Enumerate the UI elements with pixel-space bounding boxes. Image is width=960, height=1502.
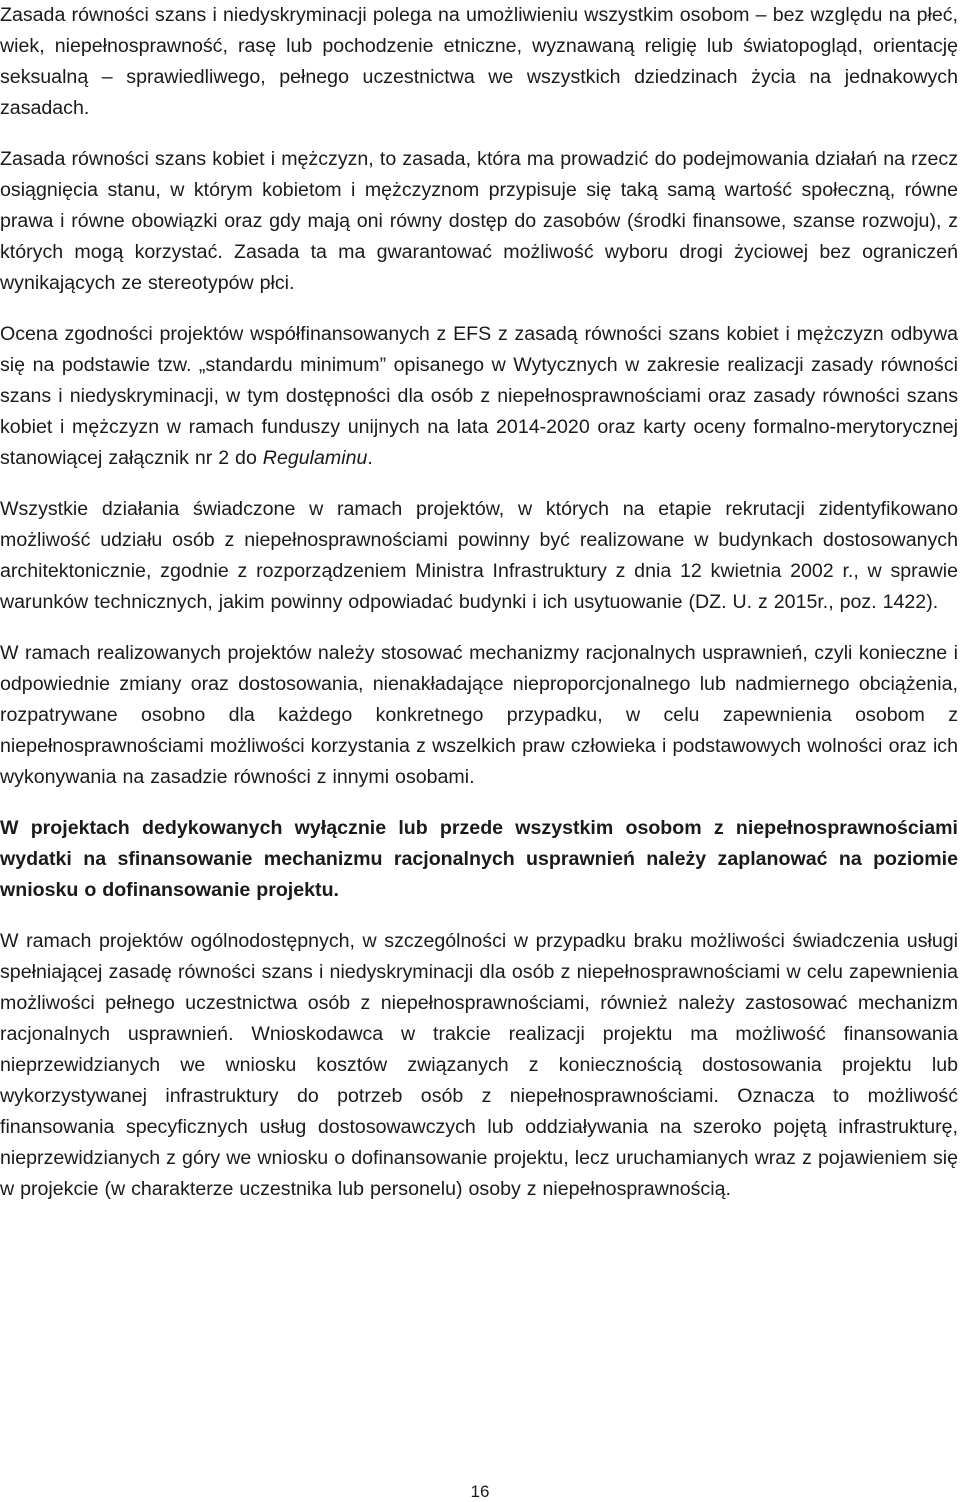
paragraph-efs-assessment-text: Ocena zgodności projektów współfinansowanych z EFS z zasadą równości szans kobiet i mężczyzn odbywa się na podstawie tzw. „standardu minimum” opisanego w Wytycznych w zakresie realizacji zasady równości szans i niedyskryminacji, w tym dostępności dla osób z niepełnosprawnościami oraz zasady równości szans kobiet i mężczyzn w ramach funduszy unijnych na lata 2014-2020 oraz karty oceny formalno-merytorycznej stanowiącej załącznik nr 2 do — [0, 323, 958, 469]
paragraph-open-projects: W ramach projektów ogólnodostępnych, w szczególności w przypadku braku możliwości świadczenia usługi spełniającej zasadę równości szans i niedyskryminacji dla osób z niepełnosprawnościami w celu zapewnienia możliwości pełnego uczestnictwa osób z niepełnosprawnościami, również należy zastosować mechanizm racjonalnych usprawnień. Wnioskodawca w trakcie realizacji projektu ma możliwość finansowania nieprzewidzianych we wniosku kosztów związanych z koniecznością dostosowania projektu lub wykorzystywanej infrastruktury do potrzeb osób z niepełnosprawnościami. Oznacza to możliwość finansowania specyficznych usług dostosowawczych lub oddziaływania na szeroko pojętą infrastrukturę, nieprzewidzianych z góry we wniosku o dofinansowanie projektu, lecz uruchamianych wraz z pojawieniem się w projekcie (w charakterze uczestnika lub personelu) osoby z niepełnosprawnością. — [0, 930, 958, 1200]
paragraph-gender-equality-principle: Zasada równości szans kobiet i mężczyzn, to zasada, która ma prowadzić do podejmowania działań na rzecz osiągnięcia stanu, w którym kobietom i mężczyznom przypisuje się taką samą wartość społeczną, równe prawa i równe obowiązki oraz gdy mają oni równy dostęp do zasobów (środki finansowe, szanse rozwoju), z których mogą korzystać. Zasada ta ma gwarantować możliwość wyboru drogi życiowej bez ograniczeń wynikających ze stereotypów płci. — [0, 148, 958, 294]
paragraph-efs-assessment-end: . — [367, 447, 373, 469]
paragraph-accessible-buildings: Wszystkie działania świadczone w ramach projektów, w których na etapie rekrutacji zidentyfikowano możliwość udziału osób z niepełnosprawnościami powinny być realizowane w budynkach dostosowanych architektonicznie, zgodnie z rozporządzeniem Ministra Infrastruktury z dnia 12 kwietnia 2002 r., w sprawie warunków technicznych, jakim powinny odpowiadać budynki i ich usytuowanie (DZ. U. z 2015r., poz. 1422). — [0, 498, 958, 613]
paragraph-equal-opportunity-principle: Zasada równości szans i niedyskryminacji polega na umożliwieniu wszystkim osobom – bez względu na płeć, wiek, niepełnosprawność, rasę lub pochodzenie etniczne, wyznawaną religię lub światopogląd, orientację seksualną – sprawiedliwego, pełnego uczestnictwa we wszystkich dziedzinach życia na jednakowych zasadach. — [0, 4, 958, 119]
page-number: 16 — [470, 1482, 490, 1501]
paragraph-dedicated-projects-bold: W projektach dedykowanych wyłącznie lub przede wszystkim osobom z niepełnosprawnościami wydatki na sfinansowanie mechanizmu racjonalnych usprawnień należy zaplanować na poziomie wniosku o dofinansowanie projektu. — [0, 817, 958, 901]
paragraph-efs-assessment — [0, 319, 958, 474]
regulamin-reference: Regulaminu — [262, 447, 368, 469]
paragraph-reasonable-accommodation: W ramach realizowanych projektów należy stosować mechanizmy racjonalnych usprawnień, czyli konieczne i odpowiednie zmiany oraz dostosowania, nienakładające nieproporcjonalnego lub nadmiernego obciążenia, rozpatrywane osobno dla każdego konkretnego przypadku, w celu zapewnienia osobom z niepełnosprawnościami możliwości korzystania z wszelkich praw człowieka i podstawowych wolności oraz ich wykonywania na zasadzie równości z innymi osobami. — [0, 642, 958, 788]
